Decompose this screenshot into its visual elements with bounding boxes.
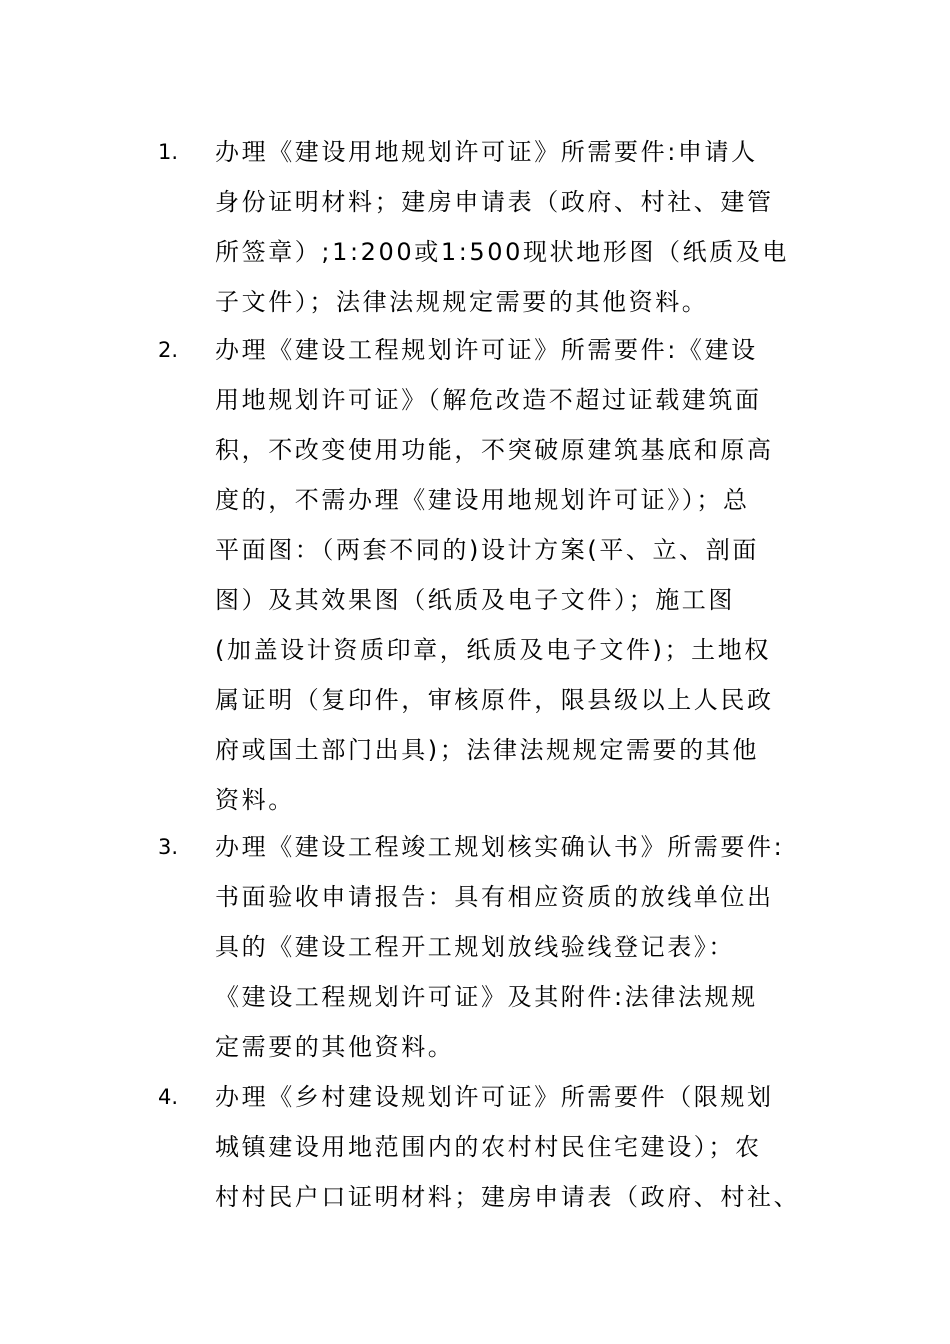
item-text-line: 书面验收申请报告：具有相应资质的放线单位出	[215, 883, 774, 911]
item-text-line: 用地规划许可证》（解危改造不超过证载建筑面	[215, 386, 762, 414]
item-text-line: 府或国土部门出具)；法律法规规定需要的其他	[215, 736, 759, 764]
item-text-line: 《建设工程规划许可证》及其附件:法律法规规	[215, 983, 758, 1011]
item-text-line: 所签章）;1:200或1:500现状地形图（纸质及电	[215, 238, 790, 266]
item-text-line: 资料。	[215, 786, 295, 814]
item-text-line: 身份证明材料；建房申请表（政府、村社、建管	[215, 188, 774, 216]
item-text-line: 村村民户口证明材料；建房申请表（政府、村社、	[215, 1183, 801, 1211]
item-text-line: 城镇建设用地范围内的农村村民住宅建设）；农	[215, 1133, 762, 1161]
item-text-line: (加盖设计资质印章，纸质及电子文件)；土地权	[215, 636, 771, 664]
item-number: 3.	[158, 835, 179, 859]
item-text-line: 子文件）；法律法规规定需要的其他资料。	[215, 288, 709, 316]
item-text-line: 定需要的其他资料。	[215, 1033, 455, 1061]
item-number: 2.	[158, 338, 179, 362]
item-text-line: 办理《建设用地规划许可证》所需要件:申请人	[215, 138, 758, 166]
item-text-line: 具的《建设工程开工规划放线验线登记表》：	[215, 933, 735, 961]
item-text-line: 度的，不需办理《建设用地规划许可证》）；总	[215, 486, 750, 514]
item-text-line: 属证明（复印件，审核原件，限县级以上人民政	[215, 686, 774, 714]
item-text-line: 积，不改变使用功能，不突破原建筑基底和原高	[215, 436, 774, 464]
item-text-line: 办理《建设工程规划许可证》所需要件:《建设	[215, 336, 758, 364]
item-number: 1.	[158, 140, 179, 164]
item-text-line: 平面图：（两套不同的)设计方案(平、立、剖面	[215, 536, 759, 564]
item-text-line: 办理《建设工程竣工规划核实确认书》所需要件:	[215, 833, 785, 861]
item-number: 4.	[158, 1085, 179, 1109]
item-text-line: 图）及其效果图（纸质及电子文件）；施工图	[215, 586, 735, 614]
item-text-line: 办理《乡村建设规划许可证》所需要件（限规划	[215, 1083, 774, 1111]
